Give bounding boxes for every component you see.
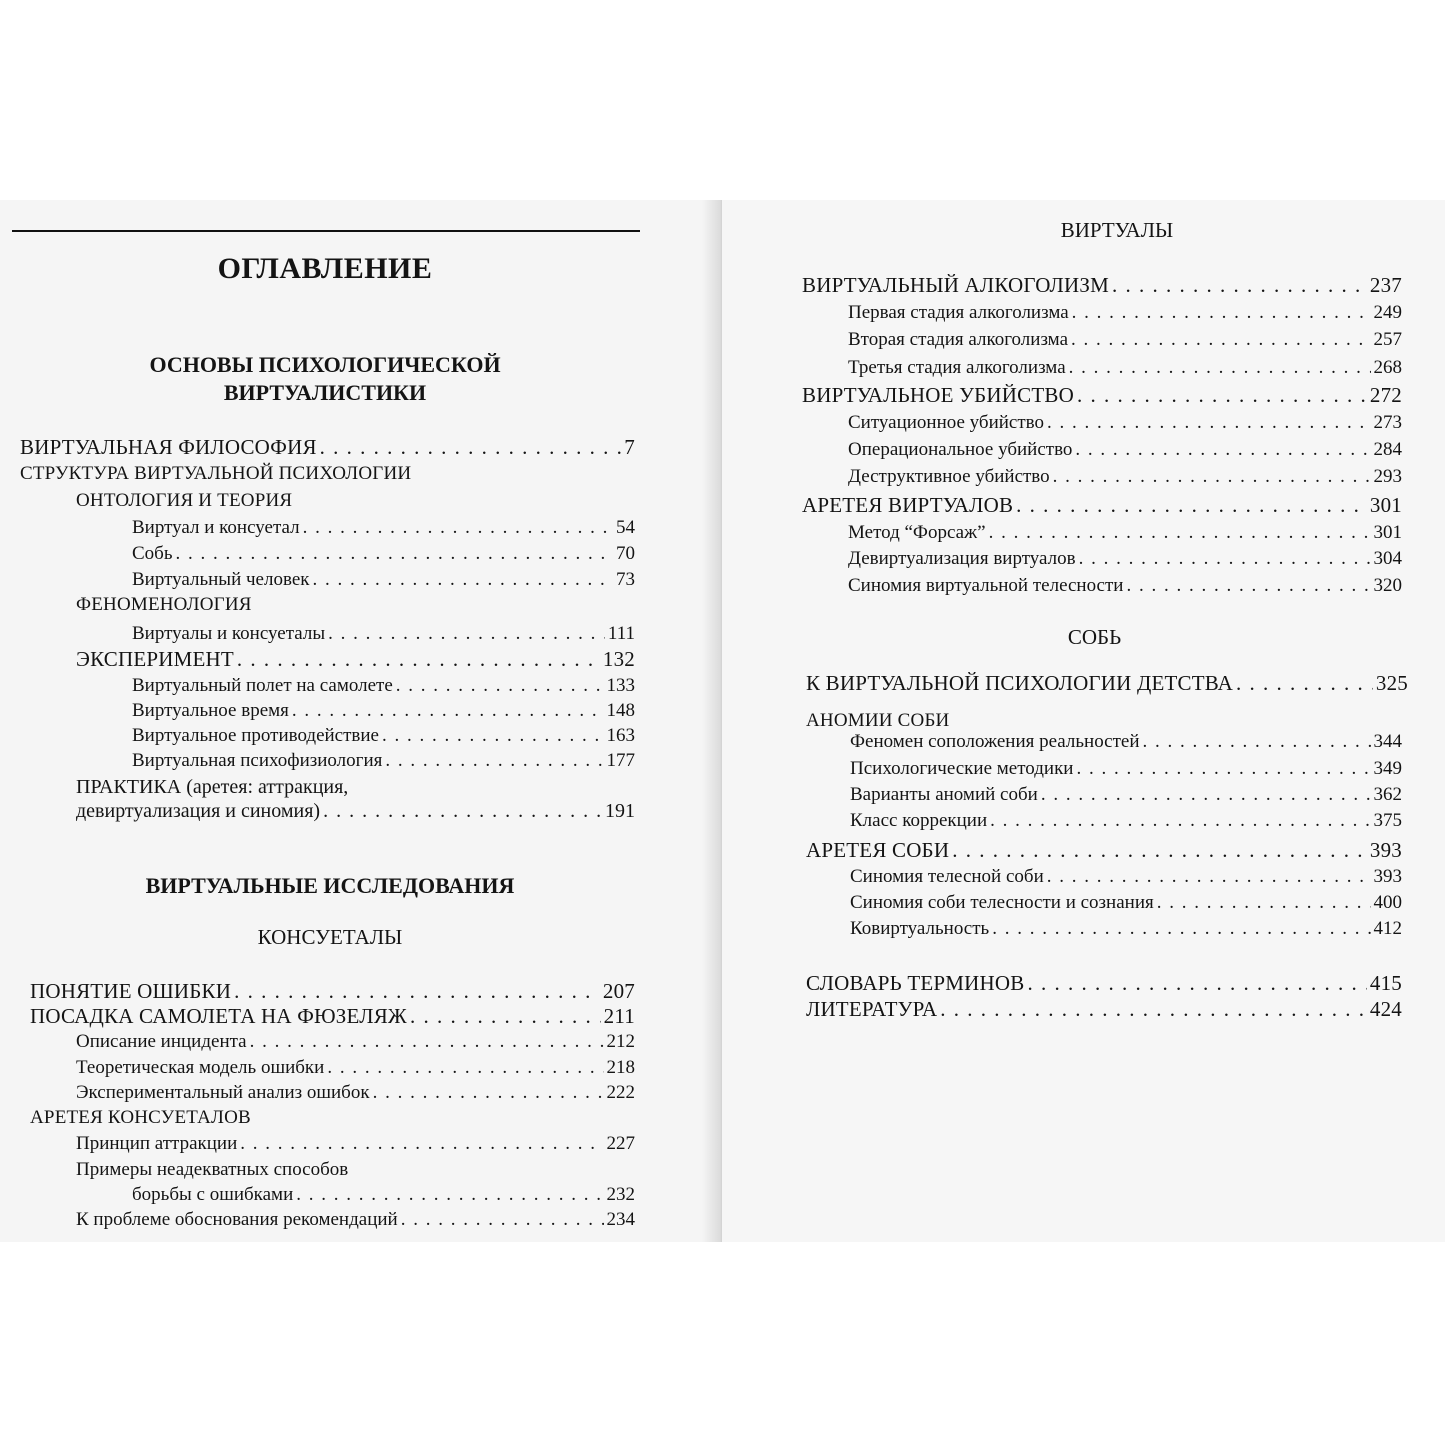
toc-entry[interactable]: ПРАКТИКА (аретея: аттракция, bbox=[76, 776, 349, 798]
toc-entry[interactable]: Виртуальный человек . . . 73 bbox=[132, 567, 635, 593]
toc-entry[interactable]: Ситуационное убийство . . . 273 bbox=[848, 410, 1402, 436]
toc-entry[interactable]: ПОНЯТИЕ ОШИБКИ . . . 207 bbox=[30, 978, 635, 1004]
toc-entry[interactable]: Феномен соположения реальностей . . . 344 bbox=[850, 729, 1402, 755]
toc-entry[interactable]: Деструктивное убийство . . . 293 bbox=[848, 464, 1402, 490]
toc-entry[interactable]: Ковиртуальность . . . 412 bbox=[850, 916, 1402, 942]
part-title-line1: ОСНОВЫ ПСИХОЛОГИЧЕСКОЙ bbox=[149, 352, 501, 377]
toc-entry[interactable]: ВИРТУАЛЬНАЯ ФИЛОСОФИЯ . . . 7 bbox=[20, 434, 635, 460]
toc-entry[interactable]: Экспериментальный анализ ошибок . . . 222 bbox=[76, 1080, 635, 1106]
toc-entry[interactable]: девиртуализация и синомия) . . . 191 bbox=[76, 798, 635, 824]
toc-entry[interactable]: ЛИТЕРАТУРА . . . 424 bbox=[806, 996, 1402, 1022]
toc-entry[interactable]: АРЕТЕЯ СОБИ . . . 393 bbox=[806, 837, 1402, 863]
top-rule bbox=[12, 230, 640, 232]
toc-entry[interactable]: Девиртуализация виртуалов . . . 304 bbox=[848, 546, 1402, 572]
toc-entry[interactable]: Виртуал и консуетал . . . 54 bbox=[132, 515, 635, 541]
toc-entry[interactable]: Виртуальное время . . . 148 bbox=[132, 698, 635, 724]
toc-entry[interactable]: К ВИРТУАЛЬНОЙ ПСИХОЛОГИИ ДЕТСТВА . . . 325 bbox=[806, 670, 1408, 696]
right-page bbox=[722, 200, 1445, 1242]
part2-title: ВИРТУАЛЬНЫЕ ИССЛЕДОВАНИЯ bbox=[145, 873, 515, 898]
section-heading: ВИРТУАЛЫ bbox=[1060, 218, 1174, 242]
toc-entry[interactable]: Первая стадия алкоголизма . . . 249 bbox=[848, 300, 1402, 326]
toc-entry[interactable]: Психологические методики . . . 349 bbox=[850, 756, 1402, 782]
toc-entry[interactable]: Виртуалы и консуеталы . . . 111 bbox=[132, 621, 635, 647]
toc-entry[interactable]: Собь . . . 70 bbox=[132, 541, 635, 567]
left-page bbox=[0, 200, 722, 1242]
toc-entry[interactable]: Синомия соби телесности и сознания . . . 400 bbox=[850, 890, 1402, 916]
toc-entry[interactable]: Принцип аттракции . . . 227 bbox=[76, 1131, 635, 1157]
toc-entry[interactable]: ВИРТУАЛЬНОЕ УБИЙСТВО . . . 272 bbox=[802, 382, 1402, 408]
toc-entry[interactable]: ПОСАДКА САМОЛЕТА НА ФЮЗЕЛЯЖ . . . 211 bbox=[30, 1003, 635, 1029]
toc-entry[interactable]: Описание инцидента . . . 212 bbox=[76, 1029, 635, 1055]
toc-entry[interactable]: Виртуальное противодействие . . . 163 bbox=[132, 723, 635, 749]
toc-entry[interactable]: СЛОВАРЬ ТЕРМИНОВ . . . 415 bbox=[806, 970, 1402, 996]
toc-entry[interactable]: Виртуальный полет на самолете . . . 133 bbox=[132, 673, 635, 699]
section-heading: СОБЬ bbox=[1067, 625, 1122, 649]
toc-entry[interactable]: Третья стадия алкоголизма . . . 268 bbox=[848, 355, 1402, 381]
toc-entry[interactable]: Операциональное убийство . . . 284 bbox=[848, 437, 1402, 463]
page-title: ОГЛАВЛЕНИЕ bbox=[217, 252, 433, 285]
toc-entry[interactable]: Синомия телесной соби . . . 393 bbox=[850, 864, 1402, 890]
toc-entry[interactable]: Синомия виртуальной телесности . . . 320 bbox=[848, 573, 1402, 599]
toc-entry[interactable]: ЭКСПЕРИМЕНТ . . . 132 bbox=[76, 646, 635, 672]
toc-entry[interactable]: борьбы с ошибками . . . 232 bbox=[132, 1182, 635, 1208]
toc-entry[interactable]: Вторая стадия алкоголизма . . . 257 bbox=[848, 327, 1402, 353]
section-title: КОНСУЕТАЛЫ bbox=[257, 925, 403, 949]
toc-entry[interactable]: ОНТОЛОГИЯ И ТЕОРИЯ bbox=[76, 490, 293, 511]
toc-entry[interactable]: К проблеме обоснования рекомендаций . . . 234 bbox=[76, 1207, 635, 1233]
toc-entry[interactable]: Теоретическая модель ошибки . . . 218 bbox=[76, 1055, 635, 1081]
toc-entry[interactable]: Класс коррекции . . . 375 bbox=[850, 808, 1402, 834]
toc-entry[interactable]: АРЕТЕЯ ВИРТУАЛОВ . . . 301 bbox=[802, 492, 1402, 518]
toc-entry[interactable]: Варианты аномий соби . . . 362 bbox=[850, 782, 1402, 808]
toc-entry[interactable]: Метод “Форсаж” . . . 301 bbox=[848, 520, 1402, 546]
toc-entry[interactable]: ВИРТУАЛЬНЫЙ АЛКОГОЛИЗМ . . . 237 bbox=[802, 272, 1402, 298]
toc-entry[interactable]: Виртуальная психофизиология . . . 177 bbox=[132, 748, 635, 774]
book-spread bbox=[0, 200, 1445, 1242]
toc-entry[interactable]: АРЕТЕЯ КОНСУЕТАЛОВ bbox=[30, 1107, 251, 1128]
part-title-line2: ВИРТУАЛИСТИКИ bbox=[223, 380, 427, 405]
toc-entry[interactable]: СТРУКТУРА ВИРТУАЛЬНОЙ ПСИХОЛОГИИ bbox=[20, 463, 412, 484]
toc-entry[interactable]: Примеры неадекватных способов bbox=[76, 1159, 349, 1180]
toc-entry[interactable]: ФЕНОМЕНОЛОГИЯ bbox=[76, 594, 252, 615]
toc-entry[interactable]: АНОМИИ СОБИ bbox=[806, 710, 950, 731]
